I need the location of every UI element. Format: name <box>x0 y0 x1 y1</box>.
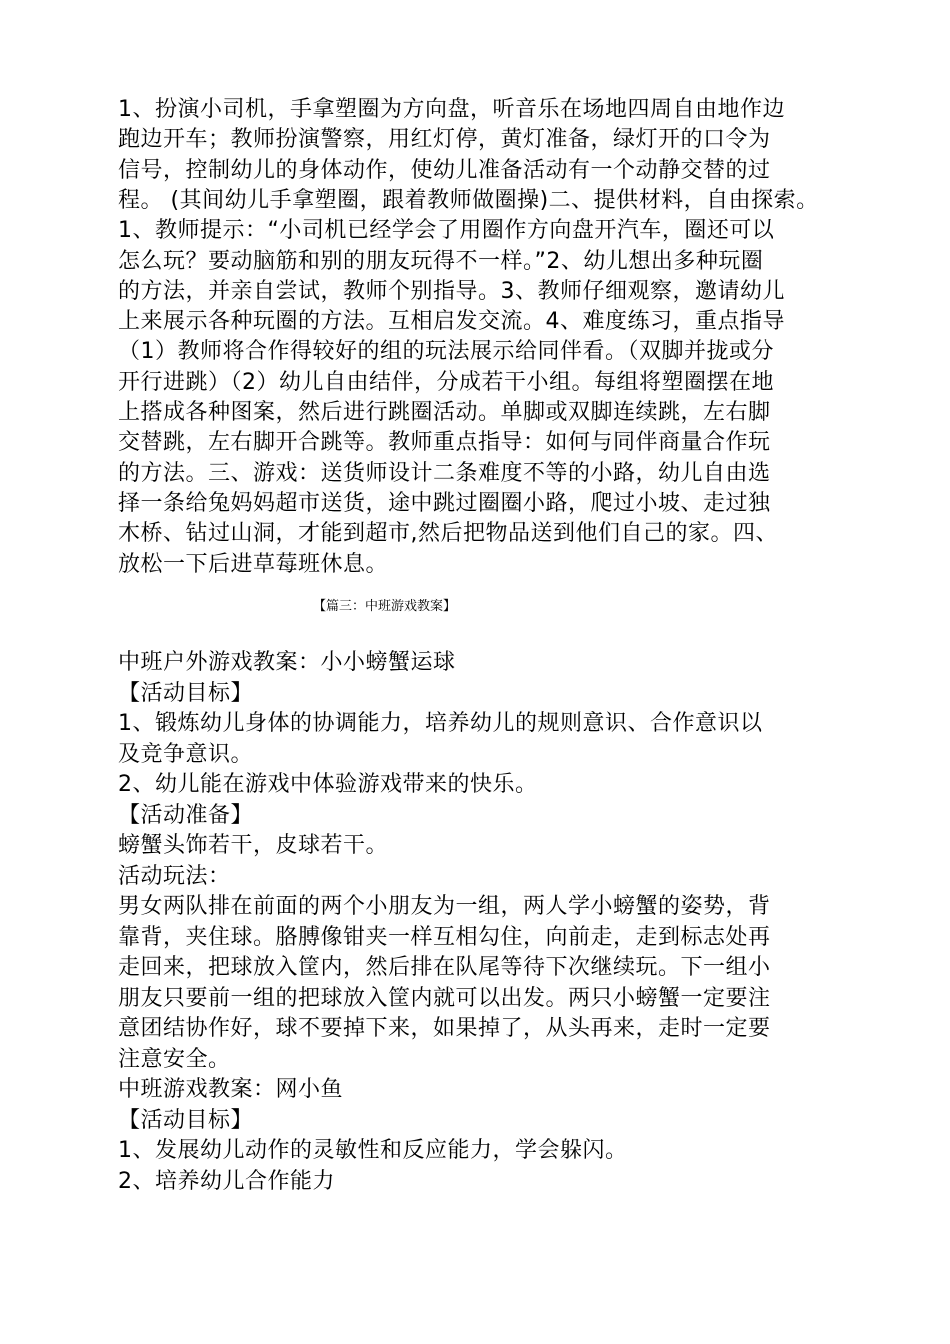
section-two-line: 活动玩法： <box>118 863 231 889</box>
section-one-line: 1、扮演小司机，手拿塑圈为方向盘，听音乐在场地四周自由地作边 <box>118 97 785 122</box>
section-two-line: 朋友只要前一组的把球放入筐内就可以出发。两只小螃蟹一定要注 <box>118 985 771 1011</box>
section-two-line: 【活动准备】 <box>118 802 254 828</box>
section-two-line: 螃蟹头饰若干，皮球若干。 <box>118 833 389 858</box>
section-one-line: 交替跳，左右脚开合跳等。教师重点指导：如何与同伴商量合作玩 <box>118 430 771 456</box>
section-one-line: （1）教师将合作得较好的组的玩法展示给同伴看。（双脚并拢或分 <box>118 339 774 365</box>
section-two-line: 2、培养幼儿合作能力 <box>118 1168 335 1194</box>
section-caption: 【篇三：中班游戏教案】 <box>313 599 457 614</box>
section-one-line: 的方法，并亲自尝试，教师个别指导。3、教师仔细观察，邀请幼儿 <box>118 278 785 304</box>
section-two-line: 意团结协作好，球不要掉下来，如果掉了，从头再来，走时一定要 <box>118 1016 771 1041</box>
section-two-line: 及竞争意识。 <box>118 741 254 767</box>
section-one-line: 放松一下后进草莓班休息。 <box>118 551 389 577</box>
section-two-line: 中班户外游戏教案：小小螃蟹运球 <box>118 650 456 675</box>
section-one-line: 上搭成各种图案，然后进行跳圈活动。单脚或双脚连续跳，左右脚 <box>118 400 771 425</box>
section-two-line: 【活动目标】 <box>118 680 254 706</box>
section-two-line: 走回来，把球放入筐内，然后排在队尾等待下次继续玩。下一组小 <box>118 955 771 980</box>
section-two-line: 2、幼儿能在游戏中体验游戏带来的快乐。 <box>118 772 538 797</box>
section-two-line: 男女两队排在前面的两个小朋友为一组，两人学小螃蟹的姿势，背 <box>118 894 771 919</box>
section-one-line: 木桥、钻过山洞，才能到超市,然后把物品送到他们自己的家。四、 <box>118 521 778 547</box>
section-two-line: 靠背，夹住球。胳膊像钳夹一样互相勾住，向前走，走到标志处再 <box>118 924 771 950</box>
section-one-line: 怎么玩？要动脑筋和别的朋友玩得不一样。”2、幼儿想出多种玩圈 <box>118 248 764 274</box>
section-two-line: 1、锻炼幼儿身体的协调能力，培养幼儿的规则意识、合作意识以 <box>118 711 763 736</box>
section-one-line: 程。 (其间幼儿手拿塑圈，跟着教师做圈操)二、提供材料，自由探索。 <box>118 187 819 213</box>
section-two-line: 1、发展幼儿动作的灵敏性和反应能力，学会躲闪。 <box>118 1138 628 1163</box>
section-one-line: 上来展示各种玩圈的方法。互相启发交流。4、难度练习，重点指导 <box>118 309 785 335</box>
section-two-line: 中班游戏教案：网小鱼 <box>118 1077 344 1102</box>
section-one-line: 开行进跳）（2）幼儿自由结伴，分成若干小组。每组将塑圈摆在地 <box>118 369 774 395</box>
section-two-line: 注意安全。 <box>118 1046 231 1072</box>
section-one-line: 跑边开车；教师扮演警察，用红灯停，黄灯准备，绿灯开的口令为 <box>118 127 771 153</box>
section-one-line: 择一条给兔妈妈超市送货，途中跳过圈圈小路，爬过小坡、走过独 <box>118 490 771 516</box>
section-two-line: 【活动目标】 <box>118 1107 254 1133</box>
section-one-line: 1、教师提示：“小司机已经学会了用圈作方向盘开汽车，圈还可以 <box>118 218 775 244</box>
section-one-line: 信号，控制幼儿的身体动作，使幼儿准备活动有一个动静交替的过 <box>118 157 771 183</box>
section-one-line: 的方法。三、游戏：送货师设计二条难度不等的小路，幼儿自由选 <box>118 460 771 486</box>
